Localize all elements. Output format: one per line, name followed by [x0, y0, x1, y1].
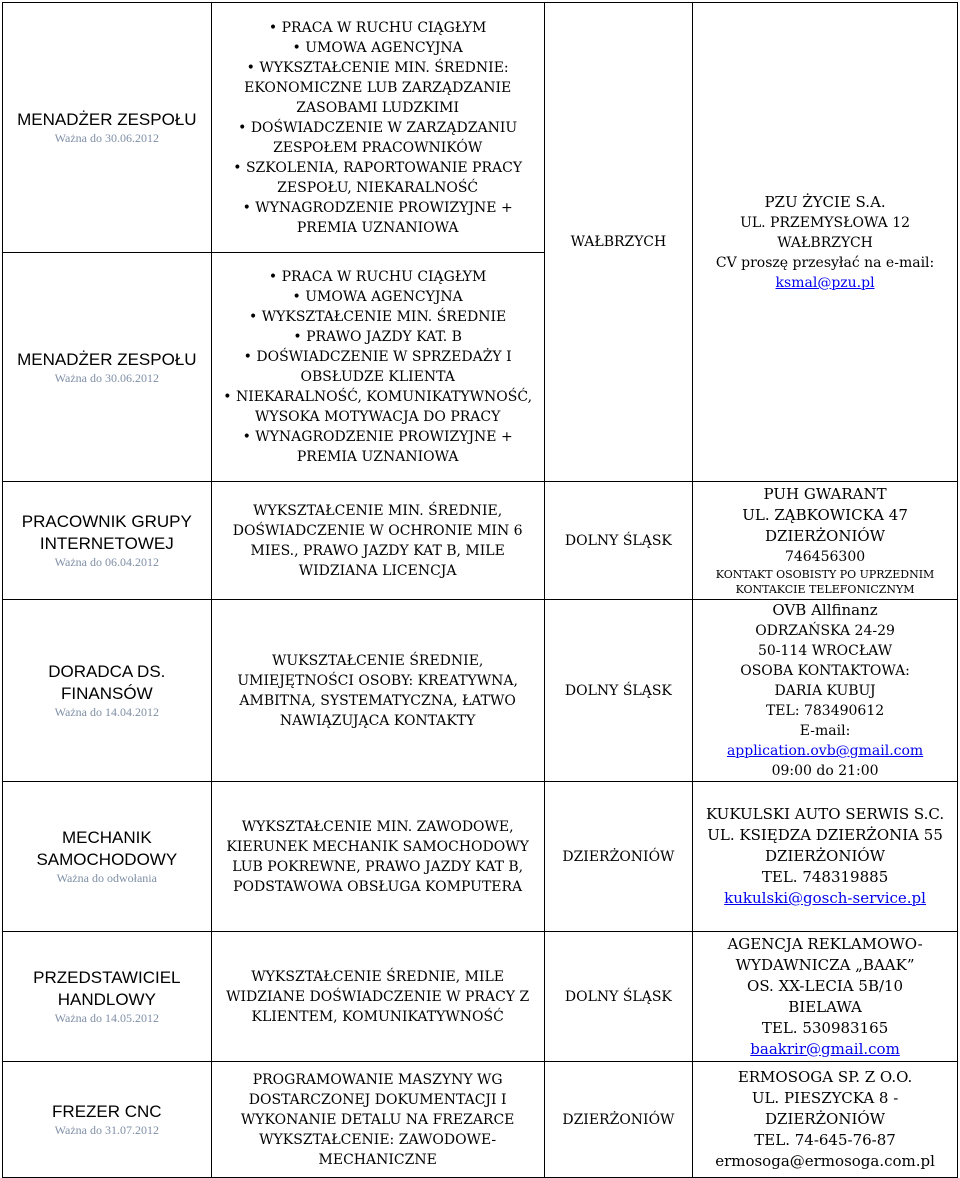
contact-line: OSOBA KONTAKTOWA:	[740, 663, 910, 679]
email-link[interactable]: application.ovb@gmail.com	[726, 743, 924, 759]
job-title: PRZEDSTAWICIEL HANDLOWY	[33, 968, 181, 1009]
requirement-item: • DOŚWIADCZENIE W SPRZEDAŻY I OBSŁUDZE KLIENTA	[216, 347, 540, 387]
validity-date: Ważna do 06.04.2012	[54, 555, 159, 569]
job-title: PRACOWNIK GRUPY INTERNETOWEJ	[21, 512, 192, 553]
location-cell: DOLNY ŚLĄSK	[544, 482, 692, 600]
job-title-cell	[3, 932, 212, 1062]
contact-line: 50-114 WROCŁAW	[757, 643, 893, 659]
contact-line: UL. KSIĘDZA DZIERŻONIA 55	[707, 826, 943, 844]
location-cell: DZIERŻONIÓW	[544, 1062, 692, 1178]
contact-line: UL. ZĄBKOWICKA 47	[742, 506, 908, 524]
contact-cell	[693, 3, 958, 482]
company-name: KUKULSKI AUTO SERWIS S.C.	[706, 805, 945, 823]
requirements-cell	[211, 253, 544, 482]
contact-line: BIELAWA	[788, 997, 862, 1016]
contact-phone: TEL: 783490612	[765, 703, 885, 719]
validity-date: Ważna do 14.04.2012	[54, 705, 159, 719]
requirements-cell	[211, 3, 544, 253]
contact-email: ermosoga@ermosoga.com.pl	[715, 1152, 935, 1170]
job-title-cell	[3, 3, 212, 253]
job-title-cell	[3, 1062, 212, 1178]
validity-date: Ważna do 30.06.2012	[54, 370, 159, 385]
company-name: OVB Allfinanz	[772, 601, 878, 619]
validity-date: Ważna do 31.07.2012	[54, 1123, 159, 1137]
contact-phone: TEL. 530983165	[761, 1018, 889, 1037]
requirement-item: • UMOWA AGENCYJNA	[216, 38, 540, 58]
contact-person: DARIA KUBUJ	[774, 683, 876, 699]
location-cell: DOLNY ŚLĄSK	[544, 600, 692, 782]
email-link[interactable]: baakrir@gmail.com	[750, 1039, 900, 1058]
requirements-cell: WYKSZTAŁCENIE MIN. ZAWODOWE, KIERUNEK MECHANIK SAMOCHODOWY LUB POKREWNE, PRAWO JAZDY KAT B, PODSTAWOWA OBSŁUGA KOMPUTERA	[211, 782, 544, 932]
contact-phone: TEL. 748319885	[761, 868, 889, 886]
requirements-cell: PROGRAMOWANIE MASZYNY WG DOSTARCZONEJ DOKUMENTACJI I WYKONANIE DETALU NA FREZARCE WYKSZTAŁCENIE: ZAWODOWE-MECHANICZNE	[211, 1062, 544, 1178]
location-cell: DOLNY ŚLĄSK	[544, 932, 692, 1062]
contact-cell	[693, 782, 958, 932]
requirement-item: • DOŚWIADCZENIE W ZARZĄDZANIU ZESPOŁEM PRACOWNIKÓW	[216, 118, 540, 158]
job-offers-table	[2, 2, 958, 1178]
contact-note: KONTAKCIE TELEFONICZNYM	[735, 583, 915, 596]
location-cell: DZIERŻONIÓW	[544, 782, 692, 932]
contact-phone: TEL. 74-645-76-87	[754, 1131, 896, 1149]
company-name: AGENCJA REKLAMOWO-WYDAWNICZA „BAAK”	[727, 934, 923, 974]
requirement-item: • WYNAGRODZENIE PROWIZYJNE + PREMIA UZNANIOWA	[216, 427, 540, 467]
company-name: PUH GWARANT	[763, 485, 887, 503]
email-link[interactable]: kukulski@gosch-service.pl	[724, 889, 926, 907]
table-row	[3, 932, 958, 1062]
job-title: MENADŻER ZESPOŁU	[17, 110, 197, 129]
contact-line: E-mail:	[799, 723, 851, 739]
contact-cell	[693, 600, 958, 782]
contact-line: CV proszę przesyłać na e-mail:	[715, 254, 935, 271]
table-row	[3, 482, 958, 600]
job-title-cell	[3, 253, 212, 482]
requirement-item: • WYKSZTAŁCENIE MIN. ŚREDNIE: EKONOMICZNE LUB ZARZĄDZANIE ZASOBAMI LUDZKIMI	[216, 58, 540, 118]
requirement-item: • NIEKARALNOŚĆ, KOMUNIKATYWNOŚĆ, WYSOKA MOTYWACJA DO PRACY	[216, 387, 540, 427]
contact-line: ODRZAŃSKA 24-29	[755, 623, 895, 639]
table-row	[3, 782, 958, 932]
requirements-cell: WYKSZTAŁCENIE ŚREDNIE, MILE WIDZIANE DOŚWIADCZENIE W PRACY Z KLIENTEM, KOMUNIKATYWNOŚĆ	[211, 932, 544, 1062]
contact-phone: 746456300	[784, 549, 866, 565]
job-title: DORADCA DS. FINANSÓW	[48, 662, 166, 703]
table-row	[3, 600, 958, 782]
email-link[interactable]: ksmal@pzu.pl	[775, 274, 875, 291]
job-title: FREZER CNC	[52, 1102, 162, 1121]
job-title-cell	[3, 600, 212, 782]
location-cell: WAŁBRZYCH	[544, 3, 692, 482]
validity-date: Ważna do odwołania	[56, 871, 157, 885]
contact-line: UL. PRZEMYSŁOWA 12	[740, 214, 911, 231]
requirement-item: • PRAWO JAZDY KAT. B	[216, 327, 540, 347]
requirement-item: • PRACA W RUCHU CIĄGŁYM	[216, 18, 540, 38]
contact-cell	[693, 932, 958, 1062]
contact-cell	[693, 1062, 958, 1178]
requirement-item: • PRACA W RUCHU CIĄGŁYM	[216, 267, 540, 287]
requirement-item: • UMOWA AGENCYJNA	[216, 287, 540, 307]
contact-note: KONTAKT OSOBISTY PO UPRZEDNIM	[715, 568, 935, 581]
contact-hours: 09:00 do 21:00	[771, 763, 879, 779]
requirements-cell: WYKSZTAŁCENIE MIN. ŚREDNIE, DOŚWIADCZENIE W OCHRONIE MIN 6 MIES., PRAWO JAZDY KAT B, MILE WIDZIANA LICENCJA	[211, 482, 544, 600]
contact-cell	[693, 482, 958, 600]
job-title-cell	[3, 782, 212, 932]
job-title: MENADŻER ZESPOŁU	[17, 349, 197, 369]
requirements-cell: WUKSZTAŁCENIE ŚREDNIE, UMIEJĘTNOŚCI OSOBY: KREATYWNA, AMBITNA, SYSTEMATYCZNA, ŁATWO NAWIĄZUJĄCA KONTAKTY	[211, 600, 544, 782]
validity-date: Ważna do 14.05.2012	[54, 1011, 159, 1025]
contact-line: UL. PIESZYCKA 8 -	[751, 1089, 899, 1107]
contact-line: DZIERŻONIÓW	[765, 527, 886, 545]
validity-date: Ważna do 30.06.2012	[54, 131, 159, 145]
requirement-item: • WYKSZTAŁCENIE MIN. ŚREDNIE	[216, 307, 540, 327]
company-name: ERMOSOGA SP. Z O.O.	[737, 1068, 913, 1086]
job-title: MECHANIK SAMOCHODOWY	[36, 828, 178, 869]
company-name: PZU ŻYCIE S.A.	[764, 192, 886, 211]
job-title-cell	[3, 482, 212, 600]
table-row	[3, 3, 958, 253]
table-row	[3, 1062, 958, 1178]
contact-line: OS. XX-LECIA 5B/10	[747, 976, 904, 995]
contact-line: DZIERŻONIÓW	[765, 1110, 886, 1128]
contact-line: DZIERŻONIÓW	[765, 847, 886, 865]
contact-line: WAŁBRZYCH	[777, 234, 873, 251]
requirement-item: • SZKOLENIA, RAPORTOWANIE PRACY ZESPOŁU, NIEKARALNOŚĆ	[216, 158, 540, 198]
requirement-item: • WYNAGRODZENIE PROWIZYJNE + PREMIA UZNANIOWA	[216, 198, 540, 238]
